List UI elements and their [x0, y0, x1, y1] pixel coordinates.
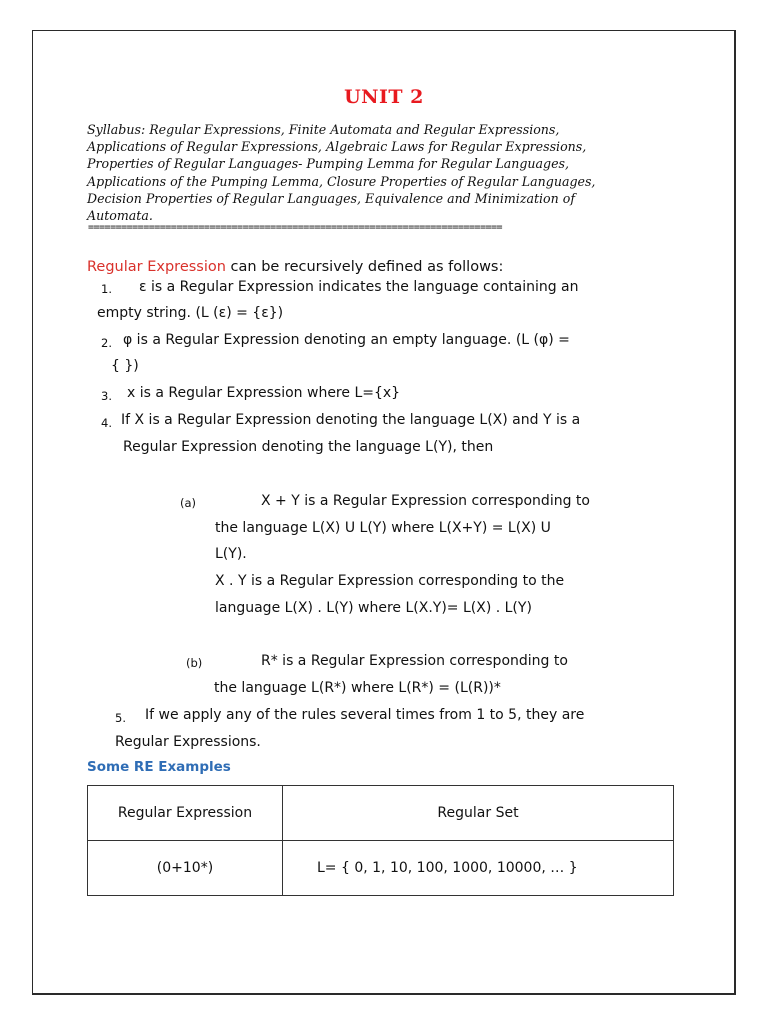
item-number: 5. — [115, 711, 126, 725]
column-header-expression: Regular Expression — [88, 786, 283, 841]
intro-sentence — [87, 258, 503, 276]
item-text-continued: empty string. (L (ε) = {ε}) — [97, 305, 284, 321]
subitem-text-continued: X . Y is a Regular Expression corresponding to the — [215, 573, 565, 589]
syllabus-line: Automata. — [87, 208, 153, 224]
table-cell-set: L= { 0, 1, 10, 100, 1000, 10000, … } — [283, 841, 674, 896]
page-title: UNIT 2 — [344, 86, 424, 108]
subitem-text: X + Y is a Regular Expression corresponding to — [261, 493, 590, 509]
item-text: If we apply any of the rules several times from 1 to 5, they are — [145, 707, 585, 723]
item-text: φ is a Regular Expression denoting an empty language. (L (φ) = — [123, 332, 570, 348]
syllabus-line: Decision Properties of Regular Languages, Equivalence and Minimization of — [87, 190, 576, 206]
examples-table — [87, 785, 674, 896]
table-header-row — [88, 786, 674, 841]
item-text: x is a Regular Expression where L={x} — [127, 385, 401, 401]
syllabus-line: Applications of Regular Expressions, Algebraic Laws for Regular Expressions, — [87, 139, 587, 155]
table-row — [88, 841, 674, 896]
examples-heading: Some RE Examples — [87, 759, 231, 775]
item-number: 4. — [101, 416, 112, 430]
syllabus-line: Properties of Regular Languages- Pumping Lemma for Regular Languages, — [87, 156, 570, 172]
item-number: 2. — [101, 336, 112, 350]
item-text: If X is a Regular Expression denoting the language L(X) and Y is a — [121, 412, 581, 428]
subitem-text-continued: the language L(R*) where L(R*) = (L(R))* — [214, 680, 501, 696]
item-number: 3. — [101, 389, 112, 403]
subitem-label: (b) — [186, 656, 203, 670]
syllabus-line: Applications of the Pumping Lemma, Closure Properties of Regular Languages, — [87, 173, 596, 189]
item-number: 1. — [101, 282, 112, 296]
separator-line: =========================================================================== — [88, 222, 503, 233]
column-header-set: Regular Set — [283, 786, 674, 841]
subitem-text-continued: L(Y). — [215, 546, 247, 562]
syllabus-line: Syllabus: Regular Expressions, Finite Automata and Regular Expressions, — [87, 122, 560, 137]
table-cell-expression: (0+10*) — [88, 841, 283, 896]
item-text-continued: { }) — [111, 358, 139, 374]
subitem-text-continued: the language L(X) U L(Y) where L(X+Y) = L(X) U — [215, 520, 551, 536]
intro-term: Regular Expression — [87, 259, 226, 275]
subitem-text-continued: language L(X) . L(Y) where L(X.Y)= L(X) . L(Y) — [215, 600, 532, 616]
item-text-continued: Regular Expressions. — [115, 734, 261, 750]
item-text-continued: Regular Expression denoting the language L(Y), then — [123, 439, 494, 455]
syllabus-paragraph — [87, 121, 676, 224]
intro-rest: can be recursively defined as follows: — [225, 259, 504, 275]
subitem-text: R* is a Regular Expression corresponding to — [261, 653, 568, 669]
item-text: ε is a Regular Expression indicates the language containing an — [139, 279, 579, 295]
subitem-label: (a) — [180, 496, 197, 510]
